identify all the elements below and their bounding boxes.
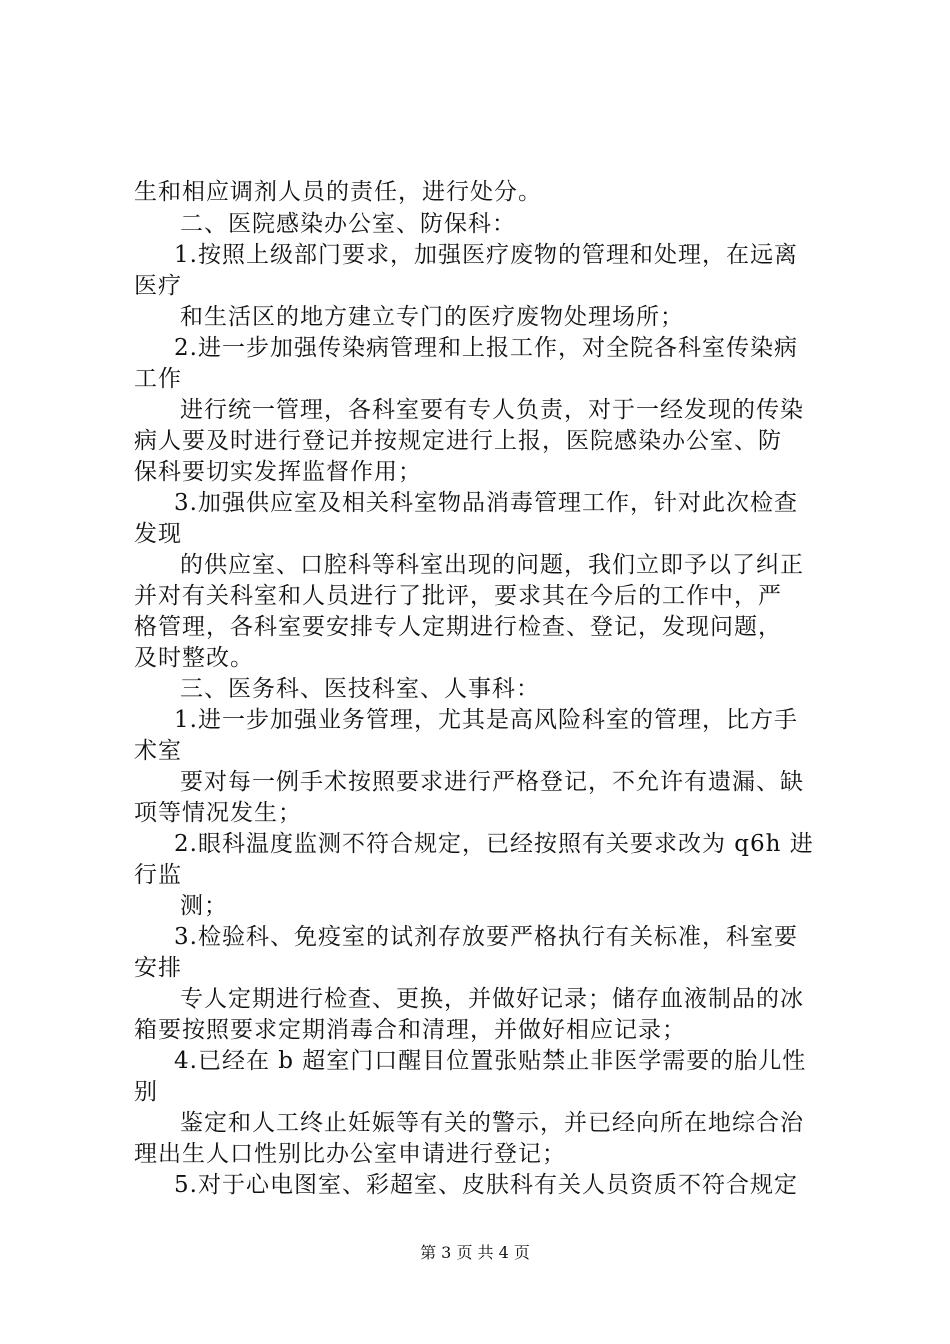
text-line: 保科要切实发挥监督作用；	[134, 459, 422, 485]
list-item: 2.进一步加强传染病管理和上报工作，对全院各科室传染病	[174, 335, 798, 361]
list-item: 5.对于心电图室、彩超室、皮肤科有关人员资质不符合规定	[174, 1172, 798, 1198]
list-item: 1.按照上级部门要求，加强医疗废物的管理和处理，在远离	[174, 242, 798, 268]
list-item: 3.加强供应室及相关科室物品消毒管理工作，针对此次检查	[174, 490, 798, 516]
text-line: 发现	[134, 521, 182, 547]
list-item: 1.进一步加强业务管理，尤其是高风险科室的管理，比方手	[174, 707, 798, 733]
text-line: 并对有关科室和人员进行了批评，要求其在今后的工作中，严	[134, 583, 782, 609]
text-line: 术室	[134, 738, 182, 764]
text-line: 病人要及时进行登记并按规定进行上报，医院感染办公室、防	[134, 428, 782, 454]
section-heading: 二、医院感染办公室、防保科：	[180, 211, 516, 237]
page-number-footer: 第 3 页 共 4 页	[420, 1243, 530, 1262]
text-line: 项等情况发生；	[134, 800, 302, 826]
text-line: 进行统一管理，各科室要有专人负责，对于一经发现的传染	[180, 397, 804, 423]
text-line: 行监	[134, 862, 182, 888]
text-line: 箱要按照要求定期消毒合和清理，并做好相应记录；	[134, 1017, 686, 1043]
text-line: 别	[134, 1079, 158, 1105]
text-line: 测；	[180, 893, 228, 919]
text-line: 要对每一例手术按照要求进行严格登记，不允许有遗漏、缺	[180, 769, 804, 795]
text-line: 理出生人口性别比办公室申请进行登记；	[134, 1141, 566, 1167]
text-line: 工作	[134, 366, 182, 392]
text-line: 安排	[134, 955, 182, 981]
text-line: 格管理，各科室要安排专人定期进行检查、登记，发现问题，	[134, 614, 782, 640]
text-line: 及时整改。	[134, 645, 254, 671]
text-line: 和生活区的地方建立专门的医疗废物处理场所；	[180, 304, 684, 330]
section-heading: 三、医务科、医技科室、人事科：	[180, 676, 540, 702]
list-item: 4.已经在 b 超室门口醒目位置张贴禁止非医学需要的胎儿性	[174, 1048, 807, 1074]
list-item: 2.眼科温度监测不符合规定，已经按照有关要求改为 q6h 进	[174, 831, 814, 857]
text-line: 专人定期进行检查、更换，并做好记录；储存血液制品的冰	[180, 986, 804, 1012]
text-line: 医疗	[134, 273, 182, 299]
text-line: 鉴定和人工终止妊娠等有关的警示，并已经向所在地综合治	[180, 1110, 804, 1136]
list-item: 3.检验科、免疫室的试剂存放要严格执行有关标准，科室要	[174, 924, 798, 950]
text-line: 的供应室、口腔科等科室出现的问题，我们立即予以了纠正	[180, 552, 804, 578]
text-line: 生和相应调剂人员的责任，进行处分。	[134, 179, 542, 205]
